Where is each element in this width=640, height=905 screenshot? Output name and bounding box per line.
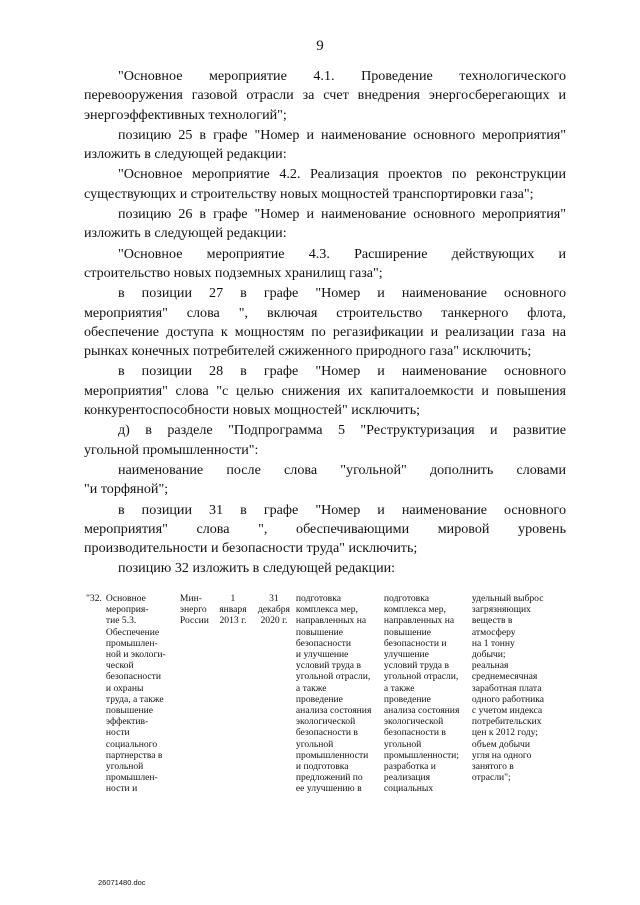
cell-line: повышение	[295, 626, 344, 638]
paragraph	[84, 284, 566, 361]
paragraph-line: изложить в следующей редакции:	[84, 225, 287, 242]
cell-line: тие 5.3.	[105, 615, 137, 627]
paragraph	[84, 501, 566, 559]
paragraph-line: мероприятия" слова "с целью снижения их капиталоемкости и повышения	[84, 382, 566, 399]
cell-line: и охраны	[105, 682, 144, 694]
cell-line: безопасности в	[383, 727, 446, 739]
paragraph-line: мероприятия" слова ", обеспечивающими мировой уровень	[84, 520, 566, 537]
paragraph	[84, 165, 566, 204]
cell-line: повышение	[105, 705, 154, 717]
cell-line: разработка и	[383, 761, 436, 773]
implementation-cell	[382, 593, 470, 795]
cell-line: условий труда в	[295, 660, 361, 672]
cell-line: ческой	[105, 660, 134, 672]
cell-line: 1	[230, 593, 236, 604]
cell-line: мероприя-	[105, 604, 149, 616]
paragraph	[84, 362, 566, 420]
cell-line: реальная	[471, 660, 509, 672]
cell-line: угольной отрасли,	[295, 671, 371, 683]
paragraph-line: позицию 32 изложить в следующей редакции:	[118, 560, 396, 577]
cell-line: промышлен-	[105, 637, 158, 649]
cell-line: ности	[105, 727, 130, 739]
paragraph-line: позицию 25 в графе "Номер и наименование основного мероприятия"	[118, 126, 566, 143]
cell-line: с учетом индекса	[471, 705, 543, 717]
cell-line: подготовка	[295, 593, 341, 604]
cell-line: объем добычи	[471, 738, 531, 750]
cell-line: отрасли";	[471, 772, 511, 784]
cell-line: потребительских	[471, 716, 542, 728]
cell-line: 2020 г.	[260, 615, 288, 627]
measure-name-cell	[104, 593, 178, 795]
cell-line: угольной	[295, 738, 334, 750]
cell-line: безопасности и	[383, 637, 447, 649]
paragraph-line: в позиции 28 в графе "Номер и наименование основного	[118, 363, 566, 380]
end-date-cell	[254, 593, 294, 795]
paragraph	[84, 421, 566, 460]
paragraph-line: обеспечение доступа к мощностям по регазификации и реализации газа на	[84, 323, 566, 340]
cell-line: декабря	[257, 604, 290, 616]
paragraph-line: в позиции 27 в графе "Номер и наименование основного	[118, 285, 566, 302]
cell-line: повышение	[383, 626, 432, 638]
cell-line: улучшение	[383, 649, 429, 661]
expected-result-cell	[294, 593, 382, 795]
paragraph-line: "Основное мероприятие 4.1. Проведение технологического	[118, 68, 566, 84]
position-number: "32.	[86, 593, 102, 604]
cell-line: промышленности	[295, 749, 369, 761]
cell-line: и подготовка	[295, 761, 349, 773]
cell-line: энерго	[179, 604, 207, 616]
cell-line: комплекса мер,	[383, 604, 446, 616]
cell-line: ее улучшению в	[295, 783, 362, 795]
paragraph	[84, 205, 566, 244]
paragraph-line: мероприятия" слова ", включая строительство танкерного флота,	[84, 304, 566, 321]
cell-line: занятого в	[471, 761, 514, 773]
cell-line: веществ в	[471, 615, 513, 627]
cell-line: комплекса мер,	[295, 604, 358, 616]
position-32-table	[84, 593, 562, 795]
cell-line: одного работника	[471, 693, 544, 705]
cell-line: предложений по	[295, 772, 363, 784]
cell-line: труда, а также	[105, 693, 164, 705]
cell-line: а также	[295, 682, 327, 694]
paragraph-line: рынках конечных потребителей сжиженного природного газа" исключить;	[84, 343, 532, 360]
cell-line: России	[179, 615, 209, 627]
cell-line: анализа состояния	[383, 705, 460, 717]
file-name: 26071480.doc	[98, 878, 146, 887]
cell-line: направленных на	[295, 615, 367, 627]
cell-line: безопасности в	[295, 727, 358, 739]
table-row	[84, 593, 562, 795]
paragraph-line: перевооружения газовой отрасли за счет внедрения энергосберегающих и	[84, 87, 566, 104]
cell-line: угольной	[105, 761, 144, 773]
paragraph-line: энергоэффективных технологий";	[84, 106, 287, 123]
cell-line: ной и экологи-	[105, 649, 166, 661]
paragraph	[84, 461, 566, 500]
cell-line: экологической	[295, 716, 356, 728]
cell-line: удельный выброс	[471, 593, 544, 604]
executor-cell	[178, 593, 212, 795]
start-date-cell	[212, 593, 254, 795]
cell-line: добычи;	[471, 649, 506, 661]
paragraph-line: изложить в следующей редакции:	[84, 146, 287, 163]
cell-line: Основное	[105, 593, 146, 604]
cell-line: проведение	[383, 693, 431, 705]
paragraph-line: наименование после слова "угольной" дополнить словами	[118, 461, 566, 478]
cell-line: социальных	[383, 783, 434, 795]
cell-line: экологической	[383, 716, 444, 728]
cell-line: промышлен-	[105, 772, 158, 784]
paragraph	[118, 559, 566, 578]
cell-line: на 1 тонну	[471, 637, 515, 649]
page-number: 9	[316, 38, 324, 54]
paragraph-line: конкурентоспособности новых мощностей" исключить;	[84, 402, 421, 419]
cell-line: угольной отрасли,	[383, 671, 459, 683]
paragraph-line: позицию 26 в графе "Номер и наименование основного мероприятия"	[118, 206, 566, 223]
cell-line: и улучшение	[295, 649, 349, 661]
cell-line: ности и	[105, 783, 138, 795]
cell-line: направленных на	[383, 615, 455, 627]
cell-line: партнерства в	[105, 749, 163, 761]
cell-line: 31	[269, 593, 279, 604]
paragraph-line: "Основное мероприятие 4.2. Реализация проектов по реконструкции	[118, 166, 566, 183]
cell-line: Мин-	[179, 593, 202, 604]
paragraph-line: строительство новых подземных хранилищ газа";	[84, 264, 383, 281]
cell-line: цен к 2012 году;	[471, 727, 538, 739]
cell-line: социального	[105, 738, 158, 750]
cell-line: условий труда в	[383, 660, 449, 672]
cell-line: угольной	[383, 738, 422, 750]
cell-line: подготовка	[383, 593, 429, 604]
cell-line: января	[219, 604, 247, 616]
cell-line: а также	[383, 682, 415, 694]
body-text	[84, 67, 566, 580]
cell-line: заработная плата	[471, 682, 542, 694]
paragraph-line: угольной промышленности":	[84, 441, 259, 458]
paragraph	[84, 67, 566, 125]
indicators-cell	[470, 593, 562, 795]
cell-line: угля на одного	[471, 749, 532, 761]
paragraph-line: "Основное мероприятие 4.3. Расширение действующих и	[118, 245, 566, 262]
cell-line: безопасности	[295, 637, 351, 649]
cell-line: загрязняющих	[471, 604, 531, 616]
paragraph-line: существующих и строительству новых мощностей транспортировки газа";	[84, 185, 534, 202]
cell-line: промышленности;	[383, 749, 459, 761]
paragraph-line: производительности и безопасности труда" исключить;	[84, 540, 418, 557]
cell-line: 2013 г.	[219, 615, 247, 627]
cell-line: анализа состояния	[295, 705, 372, 717]
cell-line: проведение	[295, 693, 343, 705]
paragraph	[84, 245, 566, 284]
paragraph-line: д) в разделе "Подпрограмма 5 "Реструктуризация и развитие	[118, 422, 566, 439]
cell-line: Обеспечение	[105, 626, 160, 638]
cell-line: безопасности	[105, 671, 161, 683]
paragraph-line: "и торфяной";	[84, 481, 169, 498]
paragraph-line: в позиции 31 в графе "Номер и наименование основного	[118, 501, 566, 518]
cell-line: среднемесячная	[471, 671, 538, 683]
paragraph	[84, 126, 566, 165]
cell-line: эффектив-	[105, 716, 149, 728]
cell-line: атмосферу	[471, 626, 516, 638]
cell-line: реализация	[383, 772, 431, 784]
